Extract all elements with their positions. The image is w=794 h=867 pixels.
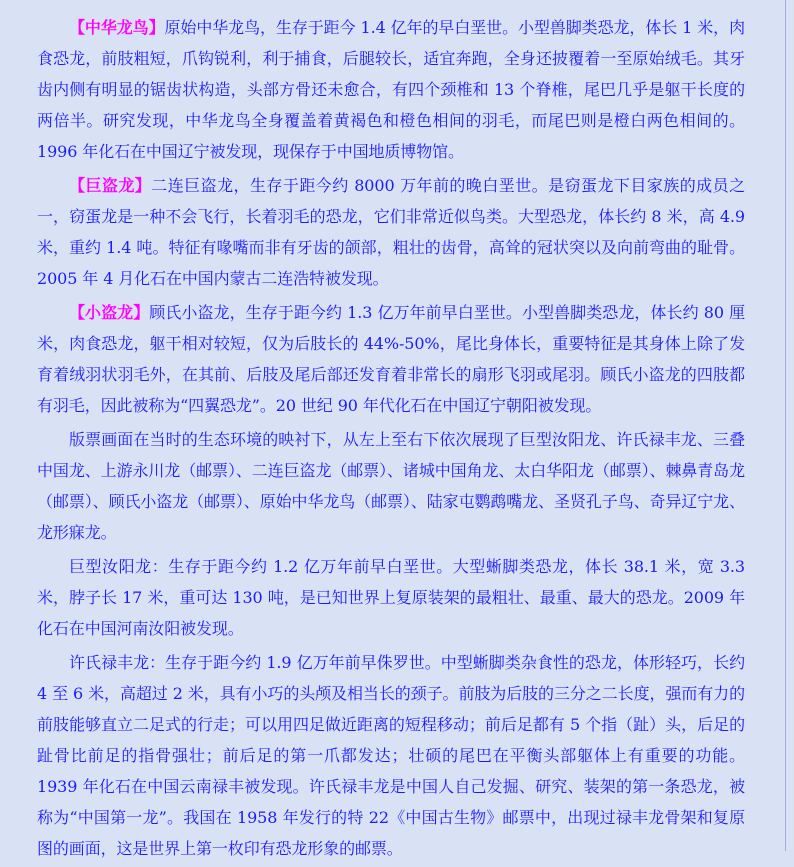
heading-label-sinosauropteryx: 【中华龙鸟】 bbox=[69, 18, 165, 37]
paragraph-stamp-sheet bbox=[37, 424, 745, 548]
paragraph-text: 二连巨盗龙，生存于距今约 8000 万年前的晚白垩世。是窃蛋龙下目家族的成员之一，窃蛋龙是一种不会飞行，长着羽毛的恐龙，它们非常近似鸟类。大型恐龙，体长约 8 米，高 4.9 米，重约 1.4 吨。特征有喙嘴而非有牙齿的颌部，粗壮的齿骨，高耸的冠状突以及向前弯曲的耻骨。2005 年 4 月化石在中国内蒙古二连浩特被发现。 bbox=[37, 176, 745, 288]
document-body bbox=[37, 12, 745, 867]
paragraph-ruyangosaurus bbox=[37, 551, 745, 644]
paragraph-lufengosaurus bbox=[37, 647, 745, 864]
paragraph-gigantoraptor bbox=[37, 170, 745, 294]
paragraph-text: 原始中华龙鸟，生存于距今 1.4 亿年的早白垩世。小型兽脚类恐龙，体长 1 米，肉食恐龙，前肢粗短，爪钩锐利，利于捕食，后腿较长，适宜奔跑，全身还披覆着一至原始绒毛。其牙齿内侧有明显的锯齿状构造，头部方骨还未愈合，有四个颈椎和 13 个脊椎，尾巴几乎是躯干长度的两倍半。研究发现，中华龙鸟全身覆盖着黄褐色和橙色相间的羽毛，而尾巴则是橙白两色相间的。1996 年化石在中国辽宁被发现，现保存于中国地质博物馆。 bbox=[37, 18, 746, 161]
paragraph-text: 顾氏小盗龙，生存于距今约 1.3 亿万年前早白垩世。小型兽脚类恐龙，体长约 80 厘米，肉食恐龙，躯干相对较短，仅为后肢长的 44%-50%，尾比身体长，重要特征是其身体上除了发育着绒羽状羽毛外，在其前、后肢及尾后部还发育着非常长的扇形飞羽或尾羽。顾氏小盗龙的四肢都有羽毛，因此被称为“四翼恐龙”。20 世纪 90 年代化石在中国辽宁朝阳被发现。 bbox=[37, 303, 745, 415]
paragraph-text: 版票画面在当时的生态环境的映衬下，从左上至右下依次展现了巨型汝阳龙、许氏禄丰龙、三叠中国龙、上游永川龙（邮票）、二连巨盗龙（邮票）、诸城中国角龙、太白华阳龙（邮票）、棘鼻青岛龙（邮票）、顾氏小盗龙（邮票）、原始中华龙鸟（邮票）、陆家屯鹦鹉嘴龙、圣贤孔子鸟、奇异辽宁龙、龙形寐龙。 bbox=[37, 430, 745, 542]
heading-label-microraptor: 【小盗龙】 bbox=[69, 303, 150, 322]
heading-label-gigantoraptor: 【巨盗龙】 bbox=[69, 176, 152, 195]
paragraph-text: 许氏禄丰龙：生存于距今约 1.9 亿万年前早侏罗世。中型蜥脚类杂食性的恐龙，体形轻巧，长约 4 至 6 米，高超过 2 米，具有小巧的头颅及相当长的颈子。前肢为后肢的三分之二长度，强而有力的前肢能够直立二足式的行走；可以用四足做近距离的短程移动；前后足都有 5 个指（趾）头，后足的趾骨比前足的指骨强壮；前后足的第一爪都发达；壮硕的尾巴在平衡头部躯体上有重要的功能。1939 年化石在中国云南禄丰被发现。许氏禄丰龙是中国人自己发掘、研究、装架的第一条恐龙，被称为“中国第一龙”。我国在 1958 年发行的特 22《中国古生物》邮票中，出现过禄丰龙骨架和复原图的画面，这是世界上第一枚印有恐龙形象的邮票。 bbox=[37, 653, 746, 858]
paragraph-sinosauropteryx bbox=[37, 12, 745, 167]
paragraph-microraptor bbox=[37, 297, 745, 421]
page-edge-divider bbox=[785, 0, 786, 851]
paragraph-text: 巨型汝阳龙：生存于距今约 1.2 亿万年前早白垩世。大型蜥脚类恐龙，体长 38.1 米，宽 3.3 米，脖子长 17 米，重可达 130 吨，是已知世界上复原装架的最粗壮、最重、最大的恐龙。2009 年化石在中国河南汝阳被发现。 bbox=[37, 557, 745, 638]
